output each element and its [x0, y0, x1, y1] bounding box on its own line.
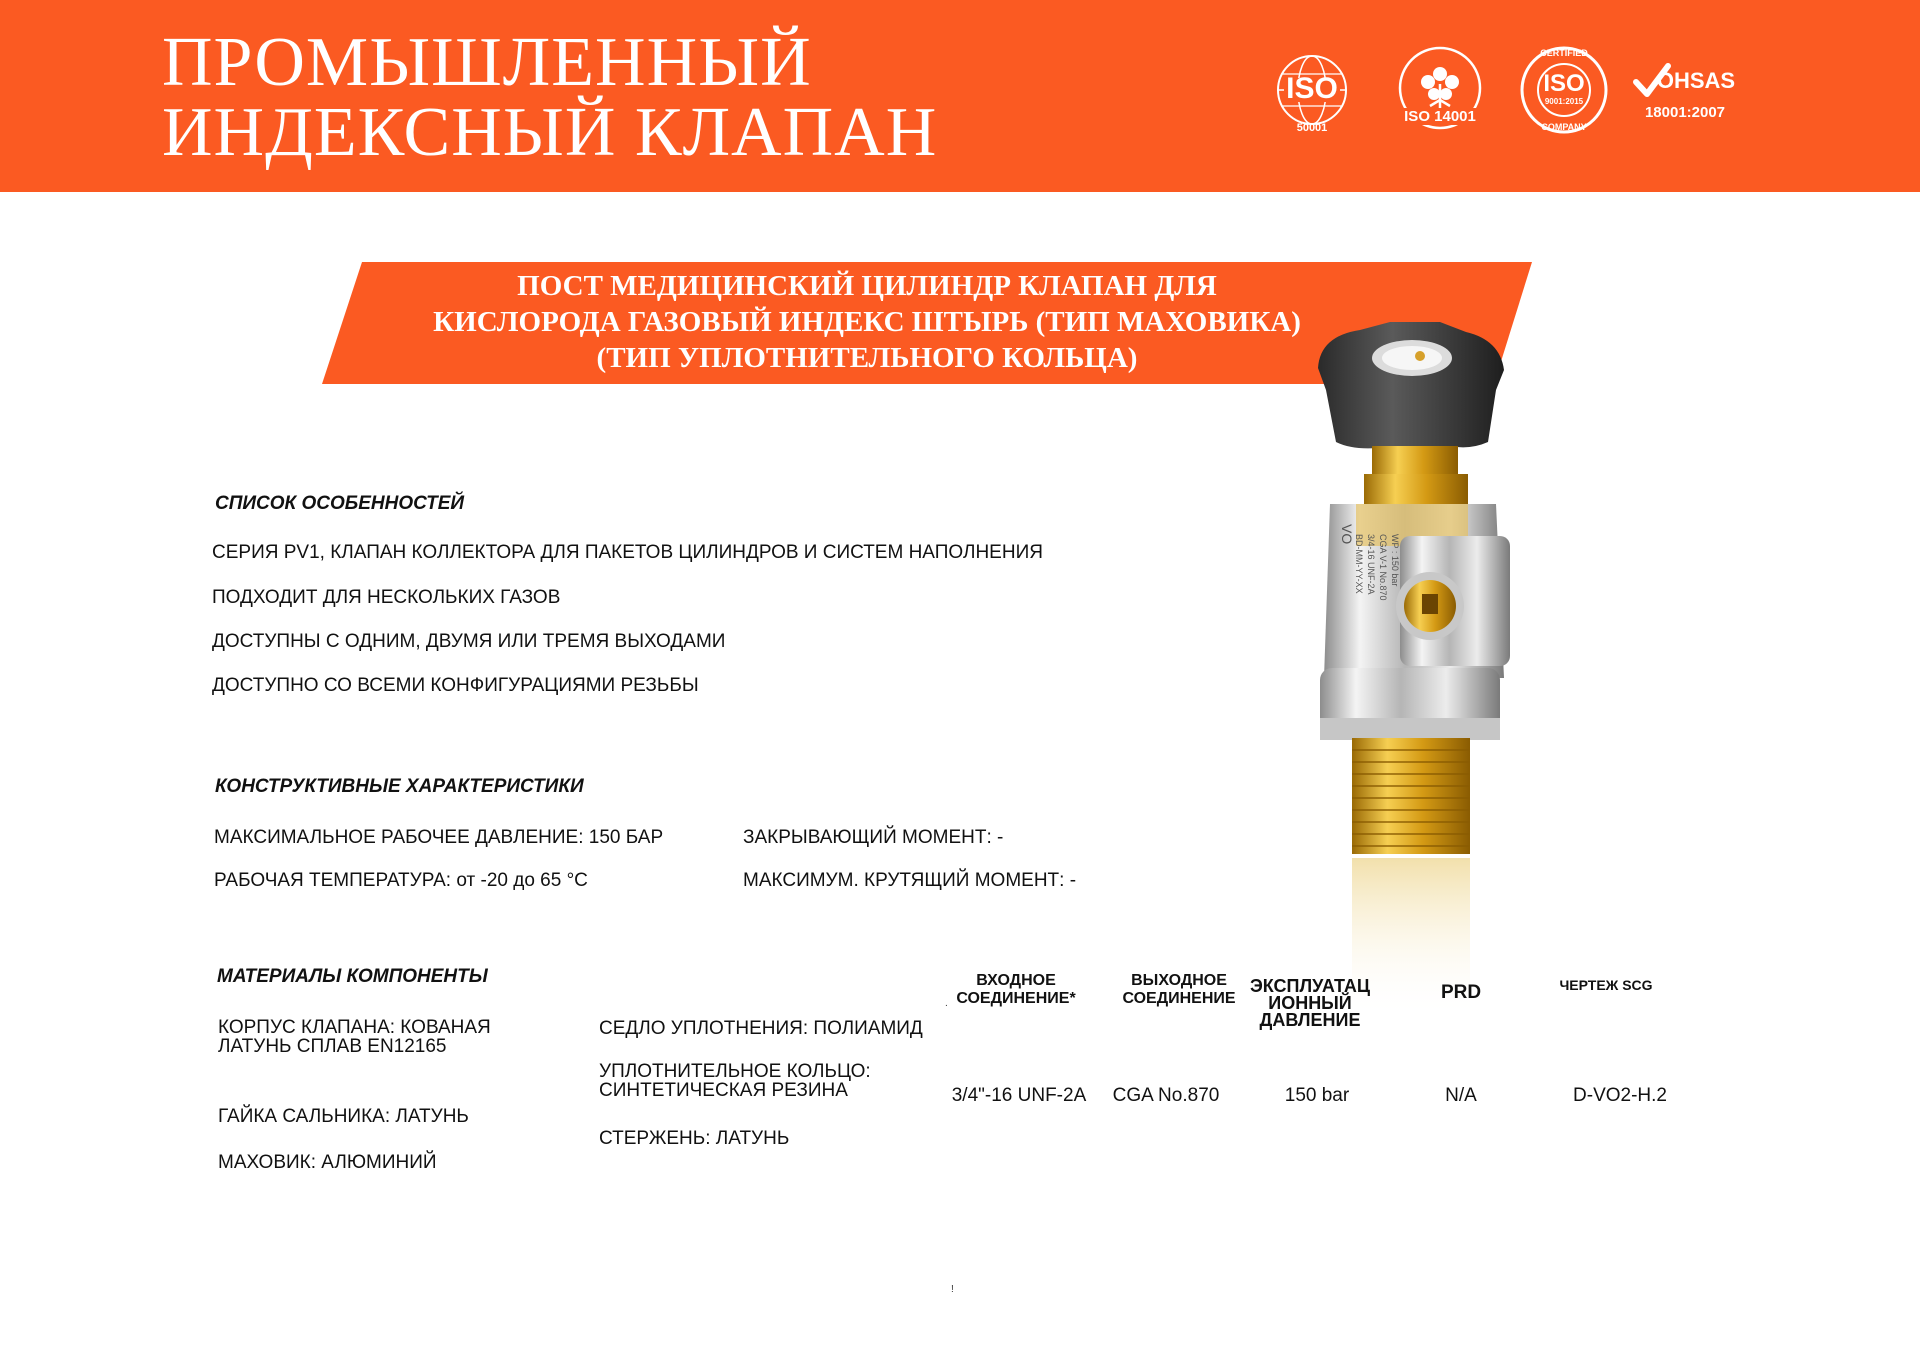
inlet-value: 3/4"-16 UNF-2A	[951, 1085, 1087, 1106]
engraving-thread: 3/4-16 UNF-2A	[1366, 534, 1376, 595]
page-title	[162, 24, 1062, 171]
feature-item: ДОСТУПНЫ С ОДНИМ, ДВУМЯ ИЛИ ТРЕМЯ ВЫХОДАМИ	[212, 631, 726, 652]
iso-9001-top: CERTIFIED	[1540, 48, 1588, 58]
seat-material: СЕДЛО УПЛОТНЕНИЯ: ПОЛИАМИД	[599, 1018, 923, 1039]
header-bar	[0, 0, 1920, 192]
iso-9001-logo	[1514, 40, 1614, 140]
product-title-line-3: (ТИП УПЛОТНИТЕЛЬНОГО КОЛЬЦА)	[596, 342, 1138, 374]
product-title	[322, 268, 1412, 376]
outlet-value: CGA No.870	[1112, 1085, 1220, 1106]
inlet-header-line-1: ВХОДНОЕ	[976, 972, 1056, 989]
features-heading: СПИСОК ОСОБЕННОСТЕЙ	[215, 493, 465, 514]
max-pressure-text: МАКСИМАЛЬНОЕ РАБОЧЕЕ ДАВЛЕНИЕ: 150 БАР	[214, 827, 664, 848]
valve-body-material-line-2: ЛАТУНЬ СПЛАВ EN12165	[218, 1036, 447, 1057]
engraving-pressure: WP : 150 bar	[1390, 534, 1400, 587]
handwheel-material: МАХОВИК: АЛЮМИНИЙ	[218, 1152, 437, 1173]
inlet-column-header	[946, 972, 1086, 1008]
ohsas-logo	[1628, 40, 1742, 140]
pressure-header-line-1: ЭКСПЛУАТАЦ	[1249, 976, 1371, 996]
ohsas-main: OHSAS	[1656, 68, 1736, 93]
product-title-line-2: КИСЛОРОДА ГАЗОВЫЙ ИНДЕКС ШТЫРЬ (ТИП МАХОВИКА)	[433, 306, 1301, 338]
inlet-header-line-2: СОЕДИНЕНИЕ*	[956, 990, 1076, 1007]
outlet-column-header	[1106, 972, 1252, 1008]
outlet-header-line-2: СОЕДИНЕНИЕ	[1122, 990, 1236, 1007]
oring-material-line-2: СИНТЕТИЧЕСКАЯ РЕЗИНА	[599, 1080, 848, 1101]
pressure-header-line-3: ДАВЛЕНИЕ	[1259, 1010, 1361, 1030]
environment-flower-icon	[1390, 40, 1490, 140]
max-torque-text: МАКСИМУМ. КРУТЯЩИЙ МОМЕНТ: -	[743, 870, 1077, 891]
iso-9001-main: ISO	[1543, 70, 1585, 97]
iso-50001-sub: 50001	[1296, 122, 1328, 134]
ohsas-sub: 18001:2007	[1644, 104, 1726, 121]
materials-heading: МАТЕРИАЛЫ КОМПОНЕНТЫ	[217, 966, 488, 987]
valve-body-material	[218, 1018, 491, 1056]
drawing-value: D-VO2-H.2	[1573, 1085, 1667, 1106]
feature-item: СЕРИЯ PV1, КЛАПАН КОЛЛЕКТОРА ДЛЯ ПАКЕТОВ ЦИЛИНДРОВ И СИСТЕМ НАПОЛНЕНИЯ	[212, 542, 1043, 563]
stem-material: СТЕРЖЕНЬ: ЛАТУНЬ	[599, 1128, 790, 1149]
iso-9001-sub: 9001:2015	[1544, 97, 1584, 106]
feature-item: ДОСТУПНО СО ВСЕМИ КОНФИГУРАЦИЯМИ РЕЗЬБЫ	[212, 675, 699, 696]
valve-product-image	[1290, 318, 1550, 1038]
outlet-header-line-1: ВЫХОДНОЕ	[1131, 972, 1227, 989]
iso-14001-logo	[1390, 40, 1490, 140]
engraving-date: BD-MM-YY-XX	[1354, 534, 1364, 594]
oring-material-line-1: УПЛОТНИТЕЛЬНОЕ КОЛЬЦО:	[599, 1061, 871, 1082]
product-title-line-1: ПОСТ МЕДИЦИНСКИЙ ЦИЛИНДР КЛАПАН ДЛЯ	[517, 270, 1217, 302]
prd-value: N/A	[1445, 1085, 1477, 1106]
table-dot-mark: .	[945, 998, 948, 1009]
prd-column-header: PRD	[1440, 982, 1482, 1003]
iso-50001-logo	[1262, 40, 1362, 140]
pressure-column-header	[1244, 978, 1376, 1029]
iso-50001-main: ISO	[1286, 72, 1338, 105]
oring-material	[599, 1062, 871, 1100]
page-title-line-1: ПРОМЫШЛЕННЫЙ	[162, 24, 812, 101]
drawing-column-header: ЧЕРТЕЖ SCG	[1559, 977, 1653, 993]
page-title-line-2: ИНДЕКСНЫЙ КЛАПАН	[162, 94, 938, 171]
closing-torque-text: ЗАКРЫВАЮЩИЙ МОМЕНТ: -	[743, 827, 1004, 848]
iso-9001-bottom: COMPANY	[1541, 122, 1587, 132]
pressure-header-line-2: ИОННЫЙ	[1268, 993, 1352, 1013]
pressure-value: 150 bar	[1284, 1085, 1350, 1106]
temperature-text: РАБОЧАЯ ТЕМПЕРАТУРА: от -20 до 65 °C	[214, 870, 588, 891]
construction-heading: КОНСТРУКТИВНЫЕ ХАРАКТЕРИСТИКИ	[215, 776, 584, 797]
feature-item: ПОДХОДИТ ДЛЯ НЕСКОЛЬКИХ ГАЗОВ	[212, 587, 561, 608]
iso-14001-main: ISO 14001	[1390, 108, 1490, 125]
engraving-brand: VO	[1339, 524, 1355, 545]
engraving-cga: CGA V-1 No.870	[1378, 534, 1388, 601]
gland-nut-material: ГАЙКА САЛЬНИКА: ЛАТУНЬ	[218, 1106, 469, 1127]
certification-logos	[1262, 40, 1742, 140]
valve-body-material-line-1: КОРПУС КЛАПАНА: КОВАНАЯ	[218, 1017, 491, 1038]
footer-mark: !	[951, 1284, 954, 1295]
